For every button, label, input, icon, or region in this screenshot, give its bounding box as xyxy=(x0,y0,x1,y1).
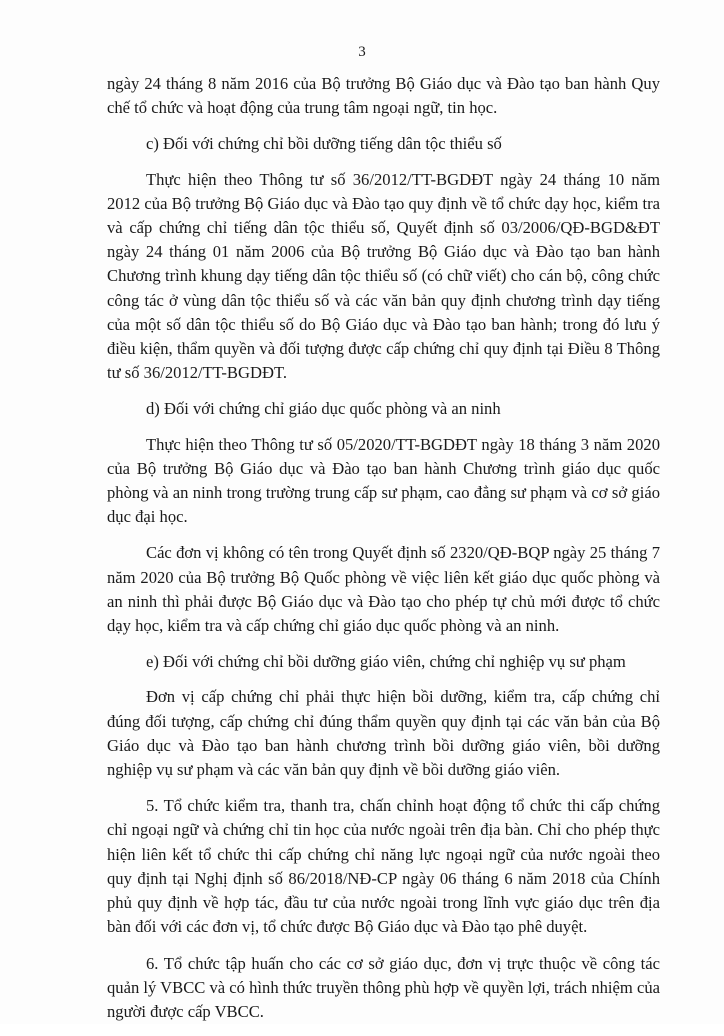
document-body xyxy=(107,72,660,1036)
section-heading-c: c) Đối với chứng chỉ bồi dưỡng tiếng dân tộc thiểu số xyxy=(146,134,502,154)
section-heading-d: d) Đối với chứng chỉ giáo dục quốc phòng và an ninh xyxy=(146,399,501,419)
paragraph: Thực hiện theo Thông tư số 36/2012/TT-BGDĐT ngày 24 tháng 10 năm 2012 của Bộ trưởng Bộ Giáo dục và Đào tạo quy định về tổ chức dạy học, kiểm tra và cấp chứng chỉ tiếng dân tộc thiểu số, Quyết định số 03/2006/QĐ-BGD&ĐT ngày 24 tháng 01 năm 2006 của Bộ trưởng Bộ Giáo dục và Đào tạo ban hành Chương trình khung dạy tiếng dân tộc thiểu số (có chữ viết) cho cán bộ, công chức công tác ở vùng dân tộc thiểu số và các văn bản quy định chương trình dạy tiếng của một số dân tộc thiểu số do Bộ Giáo dục và Đào tạo ban hành; trong đó lưu ý điều kiện, thẩm quyền và đối tượng được cấp chứng chỉ quy định tại Điều 8 Thông tư số 36/2012/TT-BGDĐT. xyxy=(107,169,660,383)
paragraph: Thực hiện theo Thông tư số 05/2020/TT-BGDĐT ngày 18 tháng 3 năm 2020 của Bộ trưởng Bộ Giáo dục và Đào tạo ban hành Chương trình giáo dục quốc phòng và an ninh trong trường trung cấp sư phạm, cao đẳng sư phạm và cơ sở giáo dục đại học. xyxy=(107,434,660,527)
paragraph: Các đơn vị không có tên trong Quyết định số 2320/QĐ-BQP ngày 25 tháng 7 năm 2020 của Bộ trưởng Bộ Quốc phòng về việc liên kết giáo dục quốc phòng và an ninh thì phải được Bộ Giáo dục và Đào tạo cho phép tự chủ mới được tổ chức dạy học, kiểm tra và cấp chứng chỉ giáo dục quốc phòng và an ninh. xyxy=(107,543,660,636)
section-heading-e: e) Đối với chứng chỉ bồi dưỡng giáo viên, chứng chỉ nghiệp vụ sư phạm xyxy=(146,652,626,672)
numbered-item-6: 6. Tổ chức tập huấn cho các cơ sở giáo dục, đơn vị trực thuộc về công tác quản lý VBCC và có hình thức truyền thông phù hợp về quyền lợi, trách nhiệm của người được cấp VBCC. xyxy=(107,953,660,1021)
page-number: 3 xyxy=(358,44,366,60)
numbered-item-5: 5. Tổ chức kiểm tra, thanh tra, chấn chỉnh hoạt động tổ chức thi cấp chứng chỉ ngoại ngữ và chứng chỉ tin học của nước ngoài trên địa bàn. Chỉ cho phép thực hiện liên kết tổ chức thi cấp chứng chỉ năng lực ngoại ngữ của nước ngoài theo quy định tại Nghị định số 86/2018/NĐ-CP ngày 06 tháng 6 năm 2018 của Chính phủ quy định về hợp tác, đầu tư của nước ngoài trong lĩnh vực giáo dục trên địa bàn đối với các đơn vị, tổ chức được Bộ Giáo dục và Đào tạo phê duyệt. xyxy=(107,796,660,937)
paragraph: Đơn vị cấp chứng chỉ phải thực hiện bồi dưỡng, kiểm tra, cấp chứng chỉ đúng đối tượng, cấp chứng chỉ đúng thẩm quyền quy định tại các văn bản của Bộ Giáo dục và Đào tạo ban hành chương trình bồi dưỡng giáo viên, bồi dưỡng nghiệp vụ sư phạm và các văn bản quy định về bồi dưỡng giáo viên. xyxy=(107,687,660,780)
paragraph-continuation: ngày 24 tháng 8 năm 2016 của Bộ trưởng Bộ Giáo dục và Đào tạo ban hành Quy chế tổ chức và hoạt động của trung tâm ngoại ngữ, tin học. xyxy=(107,74,660,118)
